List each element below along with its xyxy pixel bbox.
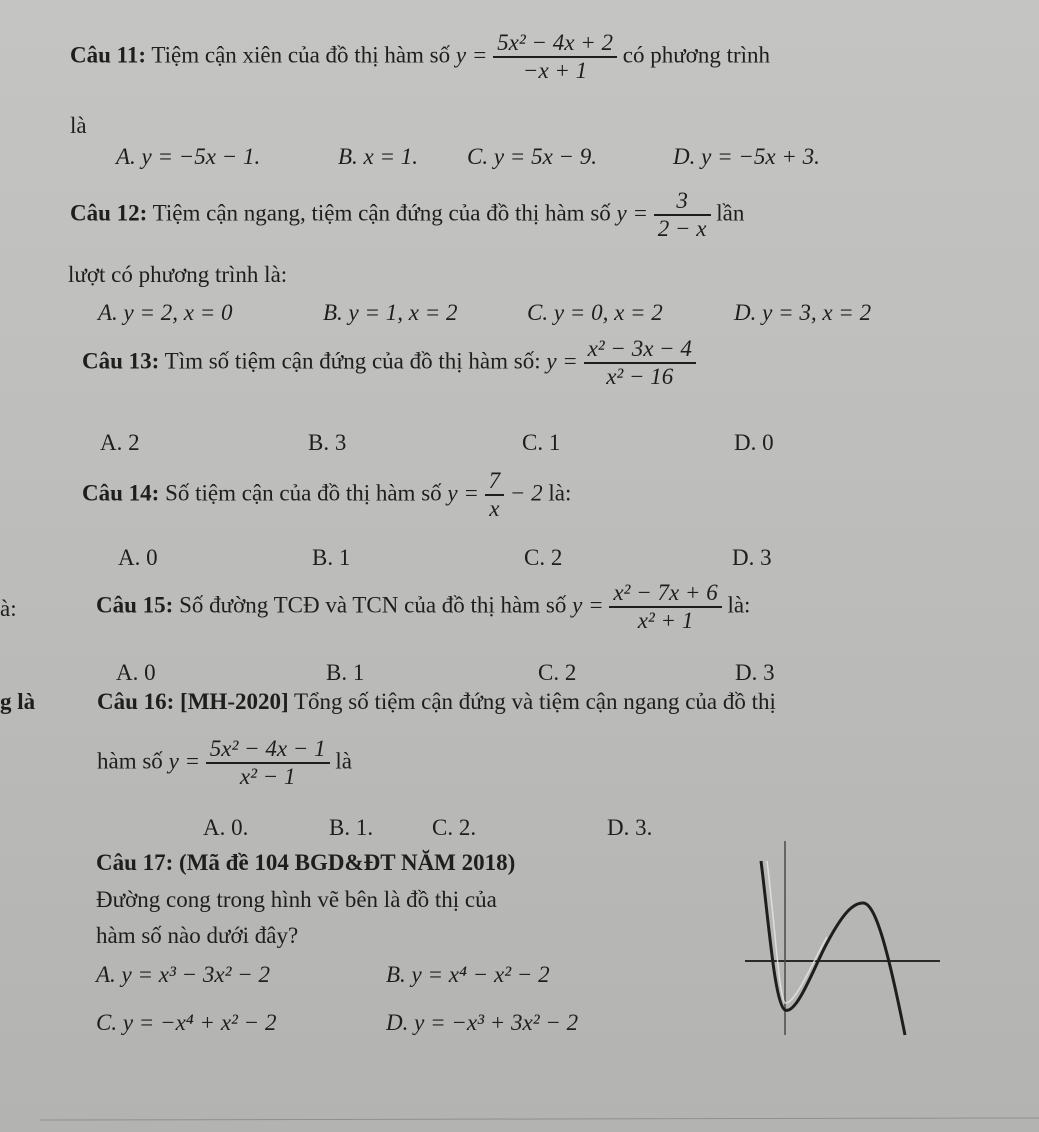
function-fraction [493,30,617,85]
question-text-line-2: là [70,113,87,138]
function-fraction [485,468,505,523]
question-text-line-2: hàm số nào dưới đây? [96,923,299,948]
function-fraction [584,336,696,391]
question-label: Câu 12: [70,200,148,226]
function-prefix: y = [447,480,479,506]
fraction-denominator: −x + 1 [522,58,588,84]
question-text: Đường cong trong hình vẽ bên là đồ thị của [96,887,497,912]
option-c[interactable]: C. 2 [538,660,577,685]
option-d[interactable]: D. y = −x³ + 3x² − 2 [386,1010,579,1035]
fraction-numerator: x² − 3x − 4 [584,336,696,364]
question-13 [82,336,696,391]
question-label: Câu 13: [82,348,160,374]
option-d[interactable]: D. 3 [735,660,775,685]
option-a[interactable]: A. y = 2, x = 0 [98,300,233,325]
option-a[interactable]: A. 0 [116,660,156,685]
option-a[interactable]: A. y = x³ − 3x² − 2 [96,962,271,987]
function-fraction [206,736,330,791]
question-text: Tổng số tiệm cận đứng và tiệm cận ngang của đồ thị [293,689,776,714]
fraction-numerator: 5x² − 4x − 1 [206,736,330,764]
fraction-numerator: 3 [654,188,711,216]
function-prefix: y = [455,42,488,68]
edge-fragment-1: à: [0,596,17,621]
question-text: Số tiệm cận của đồ thị hàm số [165,480,442,506]
function-prefix: y = [616,200,649,226]
option-b[interactable]: B. y = 1, x = 2 [323,300,458,325]
function-prefix: y = [168,748,201,774]
question-label: Câu 17: (Mã đề 104 BGD&ĐT NĂM 2018) [96,850,516,875]
fraction-denominator: x² − 16 [606,364,674,390]
option-a[interactable]: A. 2 [100,430,140,455]
option-d[interactable]: D. 3. [607,815,653,840]
function-fraction [609,580,721,635]
function-prefix: y = [546,348,578,374]
question-label: Câu 14: [82,480,160,506]
question-14 [82,468,571,523]
option-a[interactable]: A. 0 [118,545,158,570]
question-17 [96,850,515,876]
fraction-denominator: 2 − x [657,216,707,242]
question-label: Câu 11: [70,42,147,68]
option-c[interactable]: C. y = 0, x = 2 [527,300,663,325]
option-a[interactable]: A. 0. [203,815,249,840]
function-curve [761,861,905,1035]
fraction-denominator: x² + 1 [637,608,694,634]
option-c[interactable]: C. y = 5x − 9. [467,144,598,169]
function-suffix: − 2 [509,480,543,506]
question-label: Câu 15: [96,592,174,618]
question-text: Số đường TCĐ và TCN của đồ thị hàm số [179,592,567,618]
question-tail: lần [716,200,745,226]
option-b[interactable]: B. 1 [326,660,365,685]
fraction-numerator: 7 [485,468,505,496]
question-label: Câu 16: [MH-2020] [97,689,289,714]
fraction-numerator: x² − 7x + 6 [609,580,721,608]
question-tail: là: [727,592,751,618]
page-edge-line [0,1060,1039,1132]
question-tail: là: [548,480,572,506]
fraction-denominator: x [489,496,500,522]
option-b[interactable]: B. 1 [312,545,351,570]
question-text: Tiệm cận ngang, tiệm cận đứng của đồ thị hàm số [152,200,611,226]
function-fraction [654,188,711,243]
question-text-line-2: lượt có phương trình là: [68,262,288,287]
option-c[interactable]: C. 2 [524,545,563,570]
option-b[interactable]: B. x = 1. [338,144,419,169]
question-15 [96,580,750,635]
option-d[interactable]: D. 3 [732,545,772,570]
option-b[interactable]: B. y = x⁴ − x² − 2 [386,962,550,987]
question-tail: là [335,748,353,774]
fraction-denominator: x² − 1 [239,764,296,790]
function-graph-figure [735,835,945,1040]
option-b[interactable]: B. 3 [308,430,347,455]
question-16 [97,689,776,715]
question-text: Tìm số tiệm cận đứng của đồ thị hàm số: [164,348,541,374]
edge-fragment-2: g là [0,689,36,714]
option-c[interactable]: C. y = −x⁴ + x² − 2 [96,1010,277,1035]
option-d[interactable]: D. y = 3, x = 2 [734,300,872,325]
function-prefix: y = [572,592,604,618]
option-d[interactable]: D. y = −5x + 3. [673,144,820,169]
option-c[interactable]: C. 2. [432,815,477,840]
option-c[interactable]: C. 1 [522,430,561,455]
option-b[interactable]: B. 1. [329,815,374,840]
question-11 [70,30,770,85]
fraction-numerator: 5x² − 4x + 2 [493,30,617,58]
question-text-line-2: hàm số [97,748,163,774]
option-d[interactable]: D. 0 [734,430,774,455]
question-text: Tiệm cận xiên của đồ thị hàm số [151,42,451,68]
question-tail: có phương trình [622,42,771,68]
question-12 [70,188,744,243]
question-16-line-2 [97,736,352,791]
option-a[interactable]: A. y = −5x − 1. [116,144,261,169]
